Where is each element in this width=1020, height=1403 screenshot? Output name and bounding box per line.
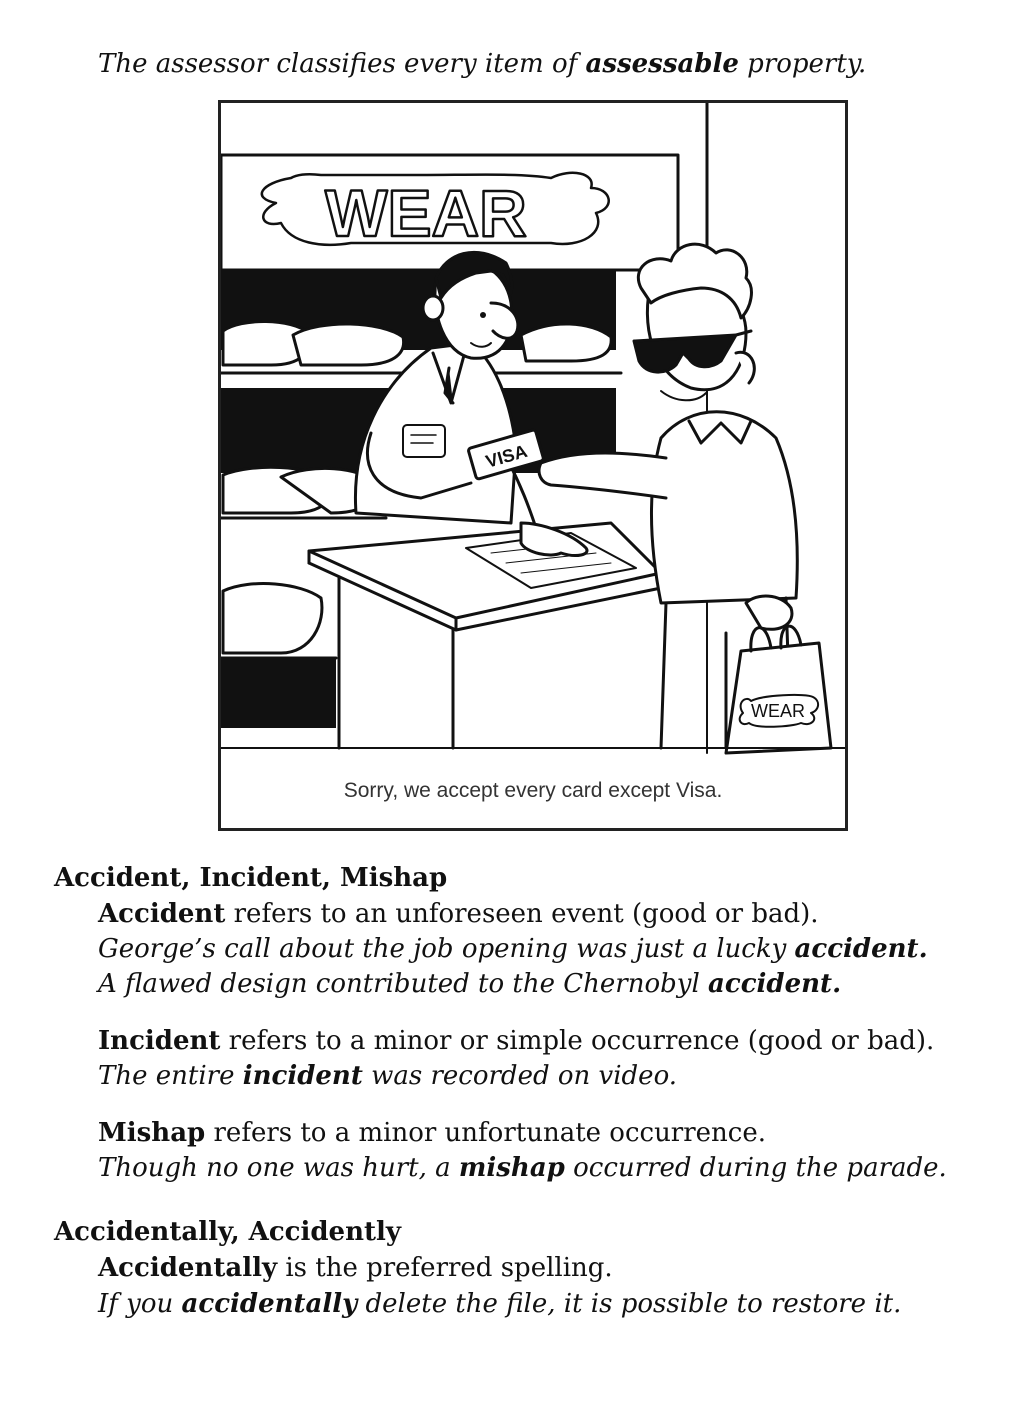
definition-line bbox=[98, 1116, 766, 1150]
definition-text: refers to an unforeseen event (good or bad). bbox=[225, 899, 819, 929]
example-text: George’s call about the job opening was just a lucky bbox=[98, 934, 795, 964]
example-line bbox=[98, 1287, 901, 1321]
intro-example bbox=[98, 47, 866, 81]
example-term: mishap bbox=[458, 1153, 565, 1183]
example-line bbox=[98, 967, 841, 1001]
cartoon-drawing bbox=[221, 103, 848, 831]
example-term: accident. bbox=[708, 969, 842, 999]
cartoon-caption: Sorry, we accept every card except Visa. bbox=[343, 779, 723, 802]
example-text: occurred during the parade. bbox=[564, 1153, 947, 1183]
example-text: was recorded on video. bbox=[362, 1061, 678, 1091]
definition-term: Accident bbox=[98, 899, 226, 929]
definition-text: is the preferred spelling. bbox=[277, 1253, 613, 1283]
example-text: A flawed design contributed to the Chernobyl bbox=[98, 969, 709, 999]
entry-heading: Accident, Incident, Mishap bbox=[54, 863, 448, 893]
example-term: accidentally bbox=[181, 1289, 358, 1319]
intro-example-after: property. bbox=[738, 49, 867, 79]
definition-term: Incident bbox=[98, 1026, 221, 1056]
cartoon-illustration bbox=[218, 100, 848, 831]
definition-text: refers to a minor or simple occurrence (good or bad). bbox=[220, 1026, 935, 1056]
intro-example-before: The assessor classifies every item of bbox=[98, 49, 586, 79]
example-term: accident. bbox=[794, 934, 928, 964]
example-line bbox=[98, 932, 928, 966]
definition-term: Accidentally bbox=[98, 1253, 278, 1283]
definition-line bbox=[98, 897, 819, 931]
definition-term: Mishap bbox=[98, 1118, 206, 1148]
example-text: If you bbox=[98, 1289, 182, 1319]
bag-text: WEAR bbox=[751, 701, 805, 721]
example-term: incident bbox=[242, 1061, 363, 1091]
sign-text: WEAR bbox=[325, 176, 527, 250]
entry-heading: Accidentally, Accidently bbox=[54, 1217, 402, 1247]
example-text: delete the file, it is possible to restore it. bbox=[357, 1289, 902, 1319]
definition-line bbox=[98, 1251, 613, 1285]
card-text: VISA bbox=[483, 440, 530, 472]
definition-text: refers to a minor unfortunate occurrence. bbox=[205, 1118, 767, 1148]
intro-example-term: assessable bbox=[585, 49, 739, 79]
example-text: Though no one was hurt, a bbox=[98, 1153, 459, 1183]
example-line bbox=[98, 1059, 677, 1093]
example-text: The entire bbox=[98, 1061, 243, 1091]
example-line bbox=[98, 1151, 947, 1185]
definition-line bbox=[98, 1024, 934, 1058]
